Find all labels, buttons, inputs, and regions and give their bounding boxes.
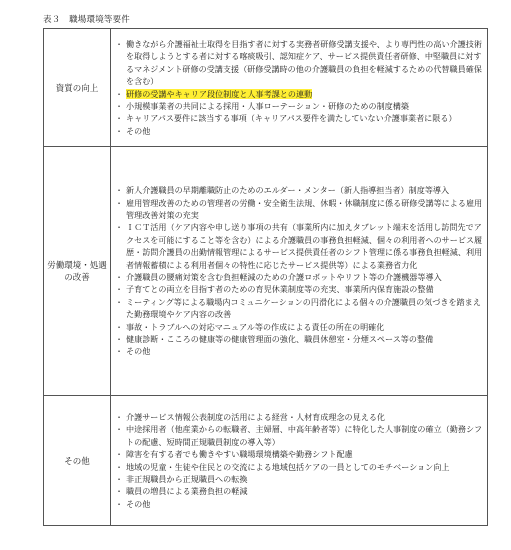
item-text: 地域の児童・生徒や住民との交流による地域包括ケアの一員としてのモチベーション向上	[126, 461, 450, 472]
bullet-icon: ・	[115, 185, 124, 196]
bullet-icon: ・	[115, 284, 124, 295]
bullet-icon: ・	[115, 113, 124, 124]
list-item	[115, 296, 484, 321]
bullet-icon: ・	[115, 100, 124, 111]
items-cell	[111, 396, 488, 526]
item-list	[115, 38, 484, 137]
item-text: 介護職員の腰痛対策を含む負担軽減のための介護ロボットやリフト等の介護機器等導入	[126, 272, 442, 282]
category-label: 労働環境・処遇の改善	[47, 261, 107, 283]
item-text: その他	[126, 498, 151, 509]
list-item	[115, 498, 484, 510]
list-item	[115, 423, 484, 448]
bullet-icon: ・	[115, 321, 124, 332]
item-text: 小規模事業者の共同による採用・人事ローテーション・研修のための制度構築	[126, 100, 409, 111]
item-text: 子育てとの両立を目指す者のための育児休業制度等の充実、事業所内保育施設の整備	[126, 284, 434, 295]
bullet-icon: ・	[115, 197, 124, 208]
item-text: 職員の増員による業務負担の軽減	[126, 486, 248, 497]
bullet-icon: ・	[115, 498, 124, 509]
list-item	[115, 333, 484, 345]
item-text: 中途採用者（他産業からの転職者、主婦層、中高年齢者等）に特化した人事制度の確立（勤務シフトの配慮、短時間正規職員制度の導入等）	[126, 424, 483, 447]
list-item	[115, 448, 484, 460]
category-cell	[44, 396, 111, 526]
list-item	[115, 411, 484, 423]
list-item	[115, 485, 484, 497]
list-item	[115, 321, 484, 333]
category-label: 資質の向上	[55, 83, 99, 94]
item-text: 非正規職員から正規職員への転換	[126, 473, 248, 484]
bullet-icon: ・	[115, 38, 124, 49]
item-text: 雇用管理改善のための管理者の労働・安全衛生法規、休暇・休職制度に係る研修受講等による雇用管理改善対策の充実	[126, 197, 483, 220]
bullet-icon: ・	[115, 424, 124, 435]
item-text: ミーティング等による職場内コミュニケーションの円滑化による個々の介護職員の気づきを踏まえた勤務環境やケア内容の改善	[126, 296, 481, 320]
category-label: その他	[64, 456, 90, 467]
list-item	[115, 88, 484, 100]
list-item	[115, 461, 484, 473]
item-text: 新人介護職員の早期離職防止のためのエルダー・メンター（新人指導担当者）制度等導入	[126, 185, 450, 196]
table-row	[44, 396, 488, 526]
category-cell	[44, 147, 111, 396]
list-item	[115, 345, 484, 357]
item-text: その他	[126, 125, 151, 136]
item-text: 事故・トラブルへの対応マニュアル等の作成による責任の所在の明確化	[126, 321, 385, 332]
table-row	[44, 29, 488, 147]
list-item	[115, 271, 484, 283]
list-item	[115, 125, 484, 137]
list-item	[115, 184, 484, 196]
bullet-icon: ・	[115, 334, 124, 345]
bullet-icon: ・	[115, 449, 124, 460]
bullet-icon: ・	[115, 222, 124, 233]
item-text: キャリアパス要件に該当する事項（キャリアパス要件を満たしていない介護事業者に限る）	[126, 113, 457, 124]
list-item	[115, 473, 484, 485]
item-text: その他	[126, 346, 151, 357]
list-item	[115, 197, 484, 222]
highlighted-item-text: 研修の受講やキャリア段位制度と人事考課との連動	[126, 88, 313, 99]
bullet-icon: ・	[115, 486, 124, 497]
requirements-table	[43, 28, 488, 526]
list-item	[115, 112, 484, 124]
item-text: 障害を有する者でも働きやすい職場環境構築や勤務シフト配慮	[126, 449, 353, 460]
bullet-icon: ・	[115, 272, 124, 282]
list-item	[115, 100, 484, 112]
bullet-icon: ・	[115, 473, 124, 484]
list-item	[115, 221, 484, 271]
bullet-icon: ・	[115, 125, 124, 136]
table-row	[44, 147, 488, 396]
bullet-icon: ・	[115, 346, 124, 357]
bullet-icon: ・	[115, 461, 124, 472]
item-list	[115, 184, 484, 358]
items-cell	[111, 29, 488, 147]
bullet-icon: ・	[115, 88, 124, 99]
item-text: 介護サービス情報公表制度の活用による経営・人材育成理念の見える化	[126, 411, 386, 422]
item-text: 働きながら介護福祉士取得を目指す者に対する実務者研修受講支援や、より専門性の高い介護技術を取得しようとする者に対する喀痰吸引、認知症ケア、サービス提供責任者研修、中堅職員に対するマネジメント研修の受講支援（研修受講時の他の介護職員の負担を軽減するための代替職員確保を含む）	[126, 38, 482, 87]
item-text: 健康診断・こころの健康等の健康管理面の強化、職員休憩室・分煙スペース等の整備	[126, 334, 434, 345]
list-item	[115, 283, 484, 295]
category-cell	[44, 29, 111, 147]
bullet-icon: ・	[115, 411, 124, 422]
item-text: ＩＣＴ活用（ケア内容や申し送り事項の共有（事業所内に加えタブレット端末を活用し訪問先でアクセスを可能にすること等を含む）による介護職員の事務負担軽減、個々の利用者へのサービス履歴・訪問介護員の出勤情報管理によるサービス提供責任者のシフト管理に係る事務負担軽減、利用者情報蓄積による利用者個々の特性に応じたサービス提供等）による業務省力化	[126, 222, 483, 270]
item-list	[115, 411, 484, 510]
bullet-icon: ・	[115, 296, 124, 307]
items-cell	[111, 147, 488, 396]
list-item	[115, 38, 484, 88]
table-caption: 表３ 職場環境等要件	[43, 15, 131, 25]
